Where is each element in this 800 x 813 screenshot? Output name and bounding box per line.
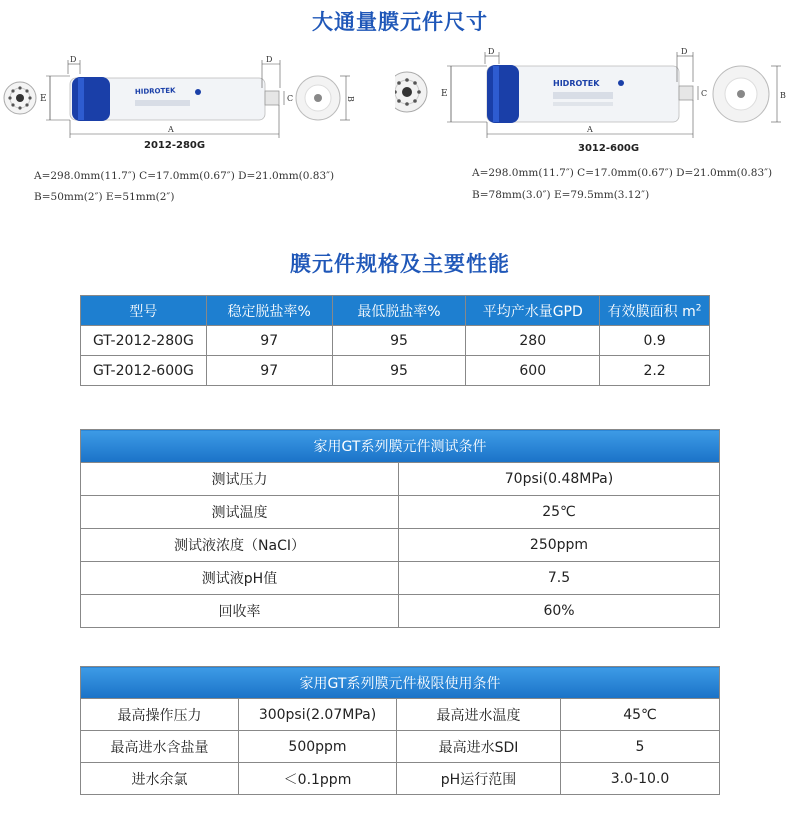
end-cap-left-icon (4, 82, 36, 114)
end-cap-right-icon (296, 76, 340, 120)
table-row (81, 763, 720, 795)
diagram-circle (18, 106, 21, 109)
specs-title: 膜元件规格及主要性能 (290, 252, 510, 276)
diagram-text: B (346, 96, 355, 102)
diagram-circle (413, 99, 417, 103)
diagram-rect (487, 65, 519, 123)
end-cap-left-icon (395, 72, 427, 112)
diagram-circle (402, 87, 412, 97)
limit-condition-table (80, 666, 720, 795)
table-cell: 最高进水SDI (397, 731, 561, 763)
spec-header-row (81, 296, 710, 326)
test-condition-title: 家用GT系列膜元件测试条件 (81, 430, 720, 463)
table-cell: 2.2 (600, 356, 710, 386)
diagram-rect (553, 92, 613, 99)
table-cell: 25℃ (399, 496, 720, 529)
diagram-rect (679, 86, 693, 100)
test-condition-table (80, 429, 720, 628)
diagram-rect (493, 66, 499, 122)
model-caption-right: 3012-600G (578, 143, 640, 154)
table-cell: 97 (206, 356, 332, 386)
table-row (81, 529, 720, 562)
diagram-text: C (701, 89, 708, 98)
diagram-circle (18, 86, 21, 89)
diagram-circle (16, 94, 24, 102)
table-cell: 60% (399, 595, 720, 628)
diagram-circle (25, 103, 28, 106)
spec-header-cell: 型号 (81, 296, 207, 326)
diagram-circle (8, 96, 11, 99)
diagram-circle (417, 90, 421, 94)
diagram-text: D (266, 55, 273, 64)
table-cell: 70psi(0.48MPa) (399, 463, 720, 496)
table-cell: 最高进水含盐量 (81, 731, 239, 763)
table-cell: pH运行范围 (397, 763, 561, 795)
table-cell: 95 (332, 356, 466, 386)
table-cell: 250ppm (399, 529, 720, 562)
diagram-circle (405, 78, 409, 82)
diagram-rect (553, 102, 613, 106)
table-row (81, 595, 720, 628)
diagram-circle (737, 90, 745, 98)
table-cell: 5 (561, 731, 720, 763)
diagram-rect (135, 100, 190, 106)
diagram-rect (78, 78, 84, 120)
membrane-diagram-3012-600g (395, 38, 800, 153)
table-cell: 45℃ (561, 699, 720, 731)
table-cell: 7.5 (399, 562, 720, 595)
diagram-circle (314, 94, 322, 102)
spec-header-cell: 有效膜面积 $m^2$ (600, 296, 710, 326)
brand-label: HIDROTEK (553, 79, 600, 88)
diagram-text: D (488, 47, 495, 56)
diagram-circle (405, 102, 409, 106)
table-cell: 0.9 (600, 326, 710, 356)
table-cell: 300psi(2.07MPa) (239, 699, 397, 731)
brand-label: HIDROTEK (134, 86, 176, 96)
end-cap-right-icon (713, 66, 769, 122)
table-cell: 最高进水温度 (397, 699, 561, 731)
table-row (81, 667, 720, 699)
diagram-circle (397, 99, 401, 103)
table-cell: 回收率 (81, 595, 399, 628)
table-cell: 500ppm (239, 731, 397, 763)
diagram-rect (72, 77, 110, 121)
table-cell: 测试液pH值 (81, 562, 399, 595)
diagram-text: D (70, 55, 77, 64)
table-row (81, 496, 720, 529)
spec-header-cell: 平均产水量GPD (466, 296, 600, 326)
dim-spec-left-line1: A=298.0mm(11.7″) C=17.0mm(0.67″) D=21.0mm(0.83″) (34, 170, 335, 182)
table-cell: GT-2012-280G (81, 326, 207, 356)
diagram-circle (11, 89, 14, 92)
dim-spec-right-line1: A=298.0mm(11.7″) C=17.0mm(0.67″) D=21.0mm(0.83″) (472, 167, 773, 179)
table-cell: 进水余氯 (81, 763, 239, 795)
dim-spec-left-line2: B=50mm(2″) E=51mm(2″) (34, 191, 175, 203)
table-row (81, 562, 720, 595)
diagram-circle (618, 80, 624, 86)
diagram-circle (25, 89, 28, 92)
table-row (81, 326, 710, 356)
table-cell: 280 (466, 326, 600, 356)
table-cell: GT-2012-600G (81, 356, 207, 386)
diagram-text: B (780, 91, 786, 100)
spec-table (80, 295, 710, 386)
diagram-rect (265, 91, 279, 105)
diagram-text: A (587, 125, 593, 134)
diagram-text: C (287, 94, 294, 103)
diagram-text: A (168, 125, 174, 134)
dim-spec-right-line2: B=78mm(3.0″) E=79.5mm(3.12″) (472, 189, 650, 201)
table-row (81, 699, 720, 731)
table-cell: 95 (332, 326, 466, 356)
spec-header-cell: 最低脱盐率% (332, 296, 466, 326)
dimensions-title: 大通量膜元件尺寸 (312, 10, 488, 34)
table-cell: 最高操作压力 (81, 699, 239, 731)
diagram-circle (397, 81, 401, 85)
diagram-circle (413, 81, 417, 85)
table-cell: 测试液浓度（NaCI） (81, 529, 399, 562)
limit-condition-title: 家用GT系列膜元件极限使用条件 (81, 667, 720, 699)
table-cell: 3.0-10.0 (561, 763, 720, 795)
table-cell: 97 (206, 326, 332, 356)
diagram-circle (11, 103, 14, 106)
table-row (81, 430, 720, 463)
diagram-text: D (681, 47, 688, 56)
diagram-circle (28, 96, 31, 99)
model-caption-left: 2012-280G (144, 140, 206, 151)
table-row (81, 356, 710, 386)
diagram-text: E (441, 89, 448, 99)
table-row (81, 463, 720, 496)
table-row (81, 731, 720, 763)
table-cell: 测试压力 (81, 463, 399, 496)
table-cell: 600 (466, 356, 600, 386)
membrane-diagram-2012-280g (0, 38, 395, 153)
table-cell: 测试温度 (81, 496, 399, 529)
diagram-circle (195, 89, 201, 95)
dim-label-e: E (40, 94, 47, 104)
table-cell: ＜0.1ppm (239, 763, 397, 795)
spec-header-cell: 稳定脱盐率% (206, 296, 332, 326)
